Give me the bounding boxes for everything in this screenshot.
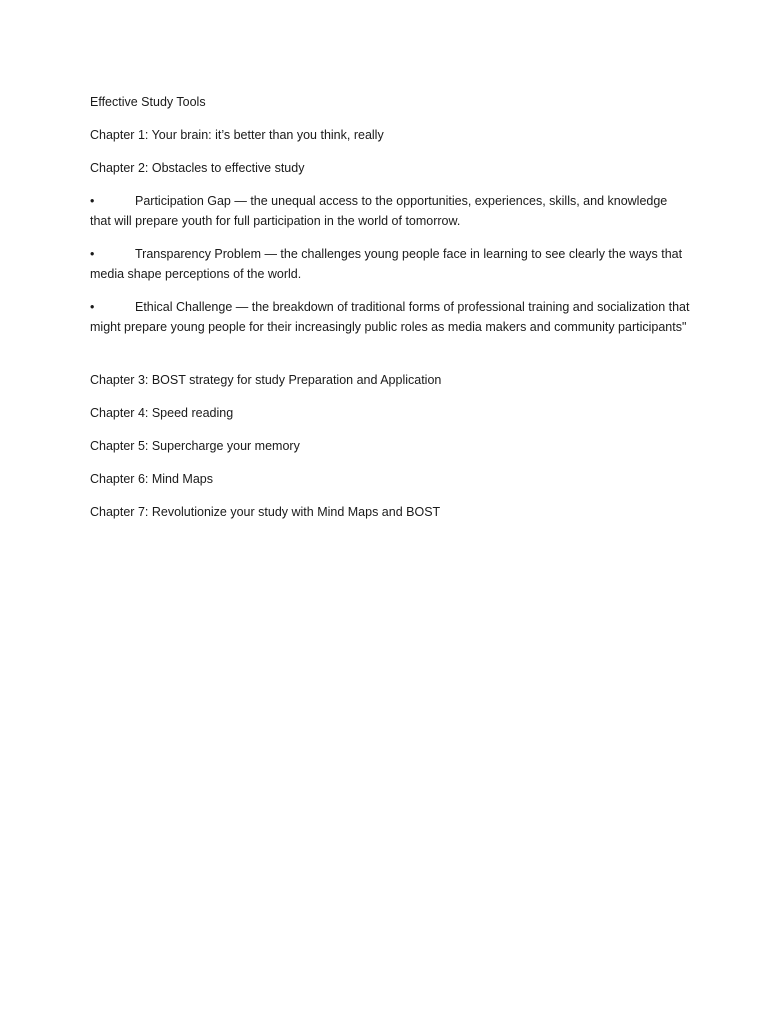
document-title: Effective Study Tools xyxy=(90,95,206,109)
bullet-text: Transparency Problem — the challenges young people face in learning to see clearly the ways that media shape perceptions of the world. xyxy=(90,247,683,281)
bullet-participation-gap xyxy=(90,191,690,231)
bullet-mark: • xyxy=(90,247,95,261)
chapter-6: Chapter 6: Mind Maps xyxy=(90,472,213,486)
bullet-text: Ethical Challenge — the breakdown of traditional forms of professional training and socialization that might prepare young people for their increasingly public roles as media makers and community participants" xyxy=(90,300,690,334)
chapter-2: Chapter 2: Obstacles to effective study xyxy=(90,161,305,175)
chapter-7: Chapter 7: Revolutionize your study with Mind Maps and BOST xyxy=(90,505,441,519)
blank-line xyxy=(90,350,690,370)
bullet-mark: • xyxy=(90,300,95,314)
chapter-1: Chapter 1: Your brain: it’s better than you think, really xyxy=(90,128,384,142)
chapter-3: Chapter 3: BOST strategy for study Preparation and Application xyxy=(90,373,442,387)
bullet-mark: • xyxy=(90,194,95,208)
document-body xyxy=(90,92,690,535)
chapter-5: Chapter 5: Supercharge your memory xyxy=(90,439,300,453)
bullet-transparency-problem xyxy=(90,244,690,284)
bullet-ethical-challenge xyxy=(90,297,690,337)
chapter-4: Chapter 4: Speed reading xyxy=(90,406,234,420)
bullet-text: Participation Gap — the unequal access to the opportunities, experiences, skills, and knowledge that will prepare youth for full participation in the world of tomorrow. xyxy=(90,194,668,228)
